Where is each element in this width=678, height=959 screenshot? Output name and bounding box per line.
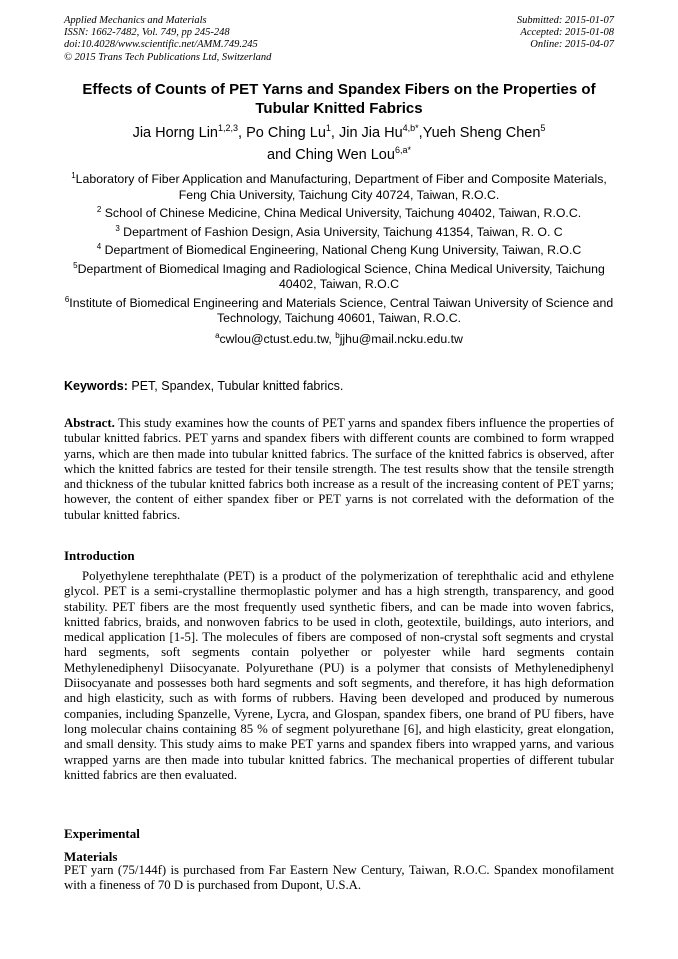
author-line-1 <box>40 122 638 144</box>
author-name: and Ching Wen Lou <box>267 147 395 163</box>
keywords-text: PET, Spandex, Tubular knitted fabrics. <box>127 379 344 393</box>
journal-info <box>64 15 271 64</box>
contact-emails <box>58 332 620 348</box>
affiliation-text: Laboratory of Fiber Application and Manufacturing, Department of Fiber and Composite Materials, Feng Chia University, Taichung City 40724, Taiwan, R.O.C. <box>75 172 607 202</box>
affiliation-sup: 3 <box>115 223 120 233</box>
introduction-paragraph: Polyethylene terephthalate (PET) is a product of the polymerization of terephthalic acid and ethylene glycol. PET is a semi-crystalline thermoplastic polymer and has a high strength, transparency, and good stability. PET fibers are the most frequently used synthetic fibers, and can be made into woven fabrics, knitted fabrics, braids, and nonwoven fabrics to be used in cloth, geotextile, buildings, auto interiors, and medical application [1-5]. The molecules of fibers are composed of non-crystal soft segments and crystal hard segments, soft segments contain polyether or polyester while hard segments contain Methylenediphenyl Diisocyanate. Polyurethane (PU) is a polymer that consists of Methylenediphenyl Diisocyanate and possesses both hard segments and soft segments, and therefore, it has high deformation and high elasticity, such as with forms of rubbers. Having been developed and produced by numerous companies, including Spanzelle, Vyrene, Lycra, and Glospan, spandex fibers, one brand of PU fibers, have long molecular chains containing 85 % of segment polyurethane [6], and high elasticity, great elongation, and small density. This study aims to make PET yarns and spandex fibers into wrapped yarns, and various wrapped yarns are then made into tubular knitted fabrics. The mechanical properties of different tubular knitted fabrics are then evaluated. <box>64 569 614 782</box>
affiliation-sup: 1 <box>71 170 76 180</box>
affiliation-4 <box>58 243 620 259</box>
author-affil-sup: 4,b* <box>402 123 419 134</box>
affiliation-6 <box>58 296 620 327</box>
affiliation-text: School of Chinese Medicine, China Medical University, Taichung 40402, Taiwan, R.O.C. <box>101 206 582 220</box>
affiliation-sup: 4 <box>96 241 102 251</box>
journal-issn: ISSN: 1662-7482, Vol. 749, pp 245-248 <box>64 27 230 39</box>
author-list <box>40 122 638 166</box>
affiliation-text: Department of Biomedical Imaging and Radiological Science, China Medical University, Taichung 40402, Taiwan, R.O.C <box>77 261 605 291</box>
affiliation-3 <box>58 225 620 241</box>
author-affil-sup: 1 <box>325 123 331 134</box>
keywords <box>64 379 343 393</box>
author-affil-sup: 1,2,3 <box>218 123 239 134</box>
submitted-date: Submitted: 2015-01-07 <box>516 15 614 26</box>
abstract-text: This study examines how the counts of PET yarns and spandex fibers influence the properties of tubular knitted fabrics. PET yarns and spandex fibers with different counts are combined to form wrapped yarns, which are then made into tubular knitted fabrics. The surface of the knitted fabrics is observed, after which the knitted fabrics are tested for their tensile strength. The test results show that the tensile strength and thickness of the tubular knitted fabrics both increase as a result of the increasing content of PET yarns; however, the content of either spandex fiber or PET yarns is not correlated with the deformation of the tubular knitted fabrics. <box>64 416 614 522</box>
email-sup: a <box>215 330 220 340</box>
author-name: ,Yueh Sheng Chen <box>418 125 541 141</box>
author-name: , Jin Jia Hu <box>330 125 403 141</box>
author-affil-sup: 5 <box>540 123 546 134</box>
submission-dates <box>517 15 614 52</box>
affiliation-1 <box>58 172 620 203</box>
online-date: Online: 2015-04-07 <box>530 39 614 51</box>
email-sup: b <box>335 330 340 340</box>
affiliation-sup: 6 <box>64 294 70 304</box>
title-line-1: Effects of Counts of PET Yarns and Spandex Fibers on the Properties of <box>82 81 596 98</box>
email-link[interactable]: jjhu@mail.ncku.edu.tw <box>339 331 463 346</box>
abstract-label: Abstract. <box>64 416 115 430</box>
author-name: Jia Horng Lin <box>132 125 218 141</box>
email-link[interactable]: cwlou@ctust.edu.tw, <box>219 331 336 346</box>
title-line-2: Tubular Knitted Fabrics <box>255 100 423 117</box>
affiliation-2 <box>58 206 620 222</box>
author-affil-sup: 6,a* <box>394 145 411 156</box>
accepted-date: Accepted: 2015-01-08 <box>520 27 614 39</box>
journal-copyright: © 2015 Trans Tech Publications Ltd, Switzerland <box>64 51 272 63</box>
journal-name: Applied Mechanics and Materials <box>64 15 207 26</box>
affiliation-text: Department of Biomedical Engineering, National Cheng Kung University, Taiwan, R.O.C <box>101 243 582 257</box>
materials-paragraph: PET yarn (75/144f) is purchased from Far Eastern New Century, Taiwan, R.O.C. Spandex monofilament with a fineness of 70 D is purchased from Dupont, U.S.A. <box>64 863 614 893</box>
experimental-heading: Experimental <box>64 826 140 841</box>
affiliation-text: Institute of Biomedical Engineering and Materials Science, Central Taiwan University of Science and Technology, Taichung 40601, Taiwan, R.O.C. <box>69 295 614 325</box>
author-line-2 <box>40 144 638 166</box>
affiliations <box>58 172 620 347</box>
affiliation-text: Department of Fashion Design, Asia University, Taichung 41354, Taiwan, R. O. C <box>119 224 563 239</box>
abstract <box>64 416 614 523</box>
materials-subheading: Materials <box>64 849 118 864</box>
paper-title <box>40 80 638 118</box>
keywords-label: Keywords: <box>64 379 128 393</box>
affiliation-sup: 5 <box>73 260 78 270</box>
affiliation-sup: 2 <box>96 204 102 214</box>
journal-doi: doi:10.4028/www.scientific.net/AMM.749.245 <box>64 39 258 51</box>
affiliation-5 <box>58 262 620 293</box>
introduction-heading: Introduction <box>64 548 135 563</box>
author-name: , Po Ching Lu <box>238 125 326 141</box>
